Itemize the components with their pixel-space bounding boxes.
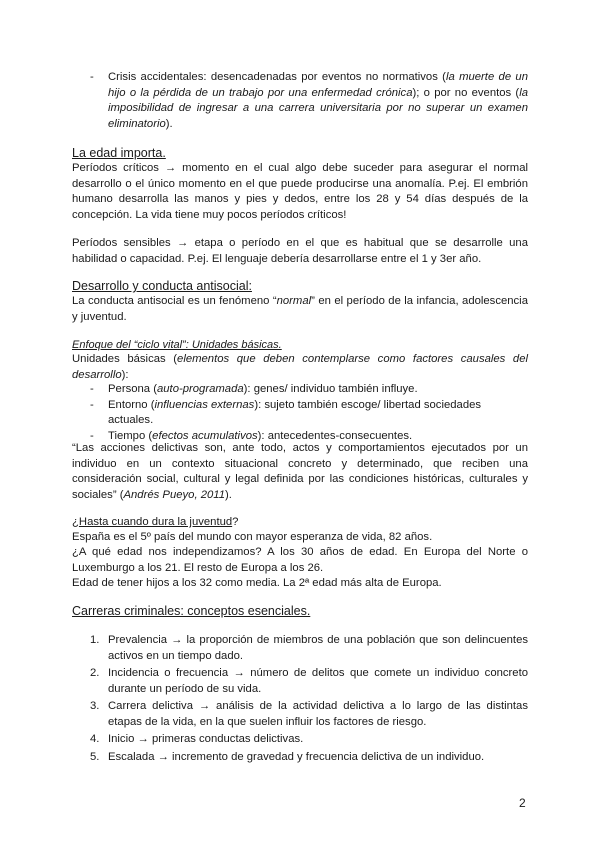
list-item — [72, 666, 528, 697]
quote-end: ). — [225, 488, 232, 501]
crisis-example-1: la muerte de un hijo o la pérdida de un trabajo por una enfermedad crónica — [108, 71, 528, 99]
item-italic: auto-programada — [156, 383, 244, 395]
list-item — [72, 382, 528, 398]
question-underlined: Hasta cuando dura la juventud — [78, 516, 233, 528]
item-number: 4. — [90, 733, 100, 745]
page-number: 2 — [519, 796, 526, 810]
list-item — [72, 633, 528, 664]
crisis-section — [72, 70, 528, 132]
juventud-line-3: Edad de tener hijos a los 32 como media. La 2ª edad más alta de Europa. — [72, 577, 442, 589]
ciclo-intro-start: Unidades básicas ( — [72, 353, 178, 365]
question-end: ? — [232, 516, 239, 528]
ciclo-intro — [72, 352, 528, 383]
question-start: ¿ — [72, 516, 79, 528]
crisis-text: Crisis accidentales: desencadenadas por eventos no normativos ( — [108, 71, 446, 83]
antisocial-text-end: ” en el período de la infancia, adolescencia y juventud. — [72, 295, 528, 323]
quote-text: “Las acciones delictivas son, ante todo, actos y comportamientos ejecutados por un individuo en un contexto situacional concreto y determinado, que reciben una consideración social, cultural y legal definida por las condiciones históricas, culturales y sociales” ( — [72, 442, 528, 501]
antisocial-normal: normal — [276, 295, 312, 307]
item-number: 1. — [90, 634, 100, 646]
juventud-line-1: España es el 5º país del mundo con mayor esperanza de vida, 82 años. — [72, 531, 433, 543]
list-item — [72, 699, 528, 730]
ciclo-list — [72, 382, 528, 444]
crisis-text-mid: ); o por no eventos ( — [412, 86, 520, 99]
item-text: Carrera delictiva → análisis de la actividad delictiva a lo largo de las distintas etapas de la vida, en la que suelen influir los factores de riesgo. — [108, 700, 528, 728]
crisis-bullet — [72, 70, 528, 132]
item-text: Escalada → incremento de gravedad y frecuencia delictiva de un individuo. — [108, 750, 485, 763]
juventud-question — [72, 515, 528, 531]
edad-heading: La edad importa. — [72, 146, 166, 160]
quote-author: Andrés Pueyo, 2011 — [123, 488, 226, 501]
carreras-heading: Carreras criminales: conceptos esenciales. — [72, 604, 311, 618]
item-label: Tiempo ( — [108, 429, 153, 442]
periodos-sensibles: Períodos sensibles → etapa o período en el que es habitual que se desarrolle una habilidad o capacidad. P.ej. El lenguaje debería desarrollarse entre el 1 y 3er año. — [72, 237, 528, 265]
antisocial-text — [72, 294, 528, 325]
crisis-example-2: la imposibilidad de ingresar a una carrera universitaria por no superar un examen eliminatorio — [108, 86, 528, 130]
item-rest: ): genes/ individuo también influye. — [243, 383, 418, 395]
periodos-criticos: Períodos críticos → momento en el cual algo debe suceder para asegurar el normal desarrollo o el único momento en el que puede producirse una anomalía. P.ej. El embrión humano desarrolla las manos y pies y dedos, entre los 28 y 54 días después de la concepción. La vida tiene muy pocos períodos críticos! — [72, 162, 528, 221]
list-item — [72, 398, 528, 429]
item-italic: influencias externas — [154, 398, 255, 411]
item-number: 3. — [90, 700, 100, 712]
item-text: Inicio → primeras conductas delictivas. — [108, 733, 304, 745]
item-rest: ): antecedentes-consecuentes. — [257, 429, 413, 442]
list-item — [72, 750, 528, 766]
item-number: 2. — [90, 667, 100, 679]
juventud-line-2: ¿A qué edad nos independizamos? A los 30 años de edad. En Europa del Norte o Luxemburgo a los 21. El resto de Europa a los 26. — [72, 546, 528, 574]
list-item — [72, 732, 528, 748]
item-text: Prevalencia → la proporción de miembros de una población que son delincuentes activos en un tiempo dado. — [108, 634, 528, 662]
carreras-list — [72, 633, 528, 767]
item-rest: ): sujeto también escoge/ libertad sociedades actuales. — [108, 398, 482, 426]
antisocial-text-start: La conducta antisocial es un fenómeno “ — [72, 295, 277, 307]
ciclo-subheading: Enfoque del “ciclo vital”: Unidades básicas. — [72, 339, 282, 351]
item-label: Persona ( — [108, 383, 157, 395]
antisocial-heading: Desarrollo y conducta antisocial: — [72, 279, 252, 293]
item-label: Entorno ( — [108, 398, 155, 411]
quote-paragraph — [72, 441, 528, 503]
ciclo-intro-italic: elementos que deben contemplarse como factores causales del desarrollo — [72, 353, 529, 381]
ciclo-intro-end: ): — [121, 368, 129, 381]
item-number: 5. — [90, 750, 100, 763]
item-text: Incidencia o frecuencia → número de delitos que comete un individuo concreto durante un período de su vida. — [108, 667, 528, 695]
crisis-text-end: ). — [165, 117, 173, 130]
item-italic: efectos acumulativos — [152, 429, 258, 442]
